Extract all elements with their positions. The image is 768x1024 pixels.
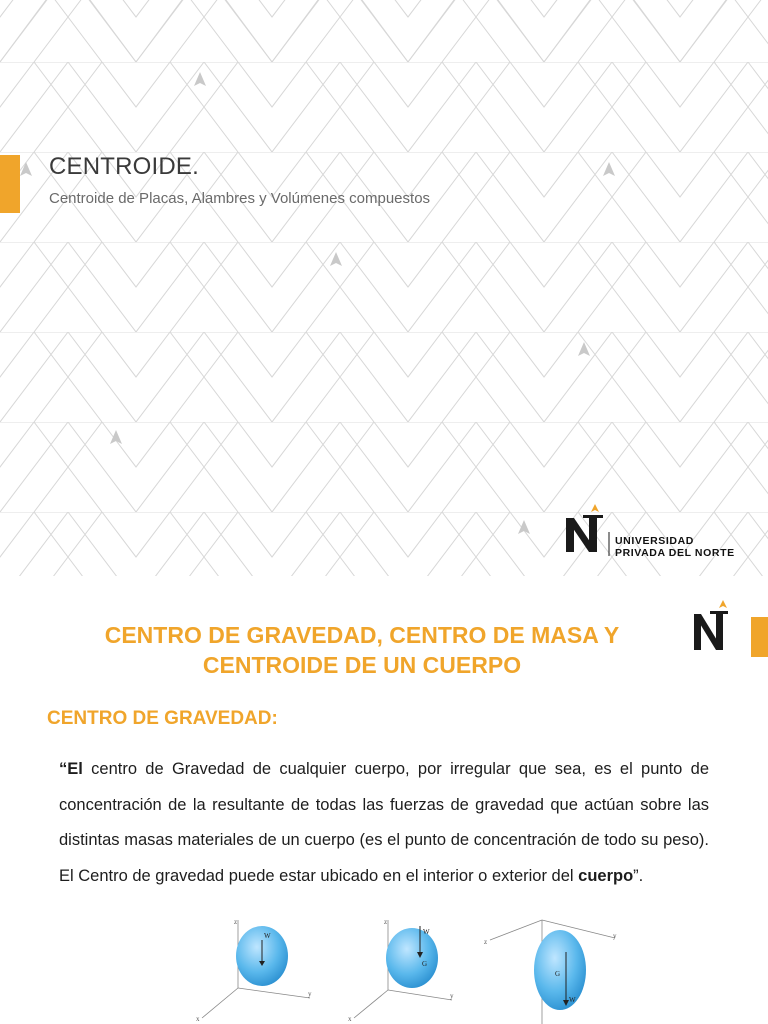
axis-label-y: y bbox=[450, 992, 454, 1000]
axis-label-y: y bbox=[613, 932, 617, 940]
logo-flame-icon bbox=[591, 504, 599, 512]
slide-title: CENTROIDE. bbox=[49, 153, 200, 180]
gravity-figures bbox=[190, 918, 630, 1024]
axis-label-z: z bbox=[234, 918, 238, 926]
axis-label-x: x bbox=[196, 1015, 200, 1023]
paragraph-body: centro de Gravedad de cualquier cuerpo, por irregular que sea, es el punto de concentración de la resultante de todas las fuerzas de gravedad que actúan sobre las distintas masas materiales de un cuerpo (es el punto de concentración de todo su peso). El Centro de gravedad puede estar ubicado en el interior o exterior del bbox=[59, 760, 709, 885]
quote-open: “El bbox=[59, 760, 83, 778]
university-logo-small bbox=[690, 598, 730, 658]
section-subheading: CENTRO DE GRAVEDAD: bbox=[47, 708, 278, 729]
weight-label: W bbox=[569, 996, 576, 1004]
figure-body-3 bbox=[484, 920, 617, 1024]
centroid-label: G bbox=[555, 970, 561, 978]
figure-body-2 bbox=[348, 918, 454, 1023]
slide-heading-line1: CENTRO DE GRAVEDAD, CENTRO DE MASA Y bbox=[104, 622, 620, 648]
university-name-line1: UNIVERSIDAD bbox=[615, 535, 694, 547]
centroid-label: G bbox=[422, 960, 428, 968]
logo-flame-icon bbox=[719, 600, 727, 608]
slide-heading bbox=[60, 620, 664, 680]
axis-label-z: z bbox=[484, 938, 488, 946]
slide-subtitle: Centroide de Placas, Alambres y Volúmenes compuestos bbox=[49, 190, 431, 207]
figure-body-1 bbox=[196, 918, 312, 1023]
weight-label: W bbox=[264, 932, 271, 940]
axis-label-y: y bbox=[308, 990, 312, 998]
slide-heading-line2: CENTROIDE DE UN CUERPO bbox=[202, 652, 522, 678]
weight-label: W bbox=[423, 928, 430, 936]
paragraph-close: ”. bbox=[633, 866, 644, 885]
paragraph-bold-end: cuerpo bbox=[578, 866, 634, 885]
axis-label-x: x bbox=[348, 1015, 352, 1023]
accent-bar-right bbox=[751, 617, 768, 657]
content-slide bbox=[0, 576, 768, 1024]
accent-bar bbox=[0, 155, 20, 213]
axis-label-z: z bbox=[384, 918, 388, 926]
university-name bbox=[615, 535, 735, 559]
definition-paragraph bbox=[59, 752, 709, 894]
university-name-line2: PRIVADA DEL NORTE bbox=[615, 547, 735, 559]
